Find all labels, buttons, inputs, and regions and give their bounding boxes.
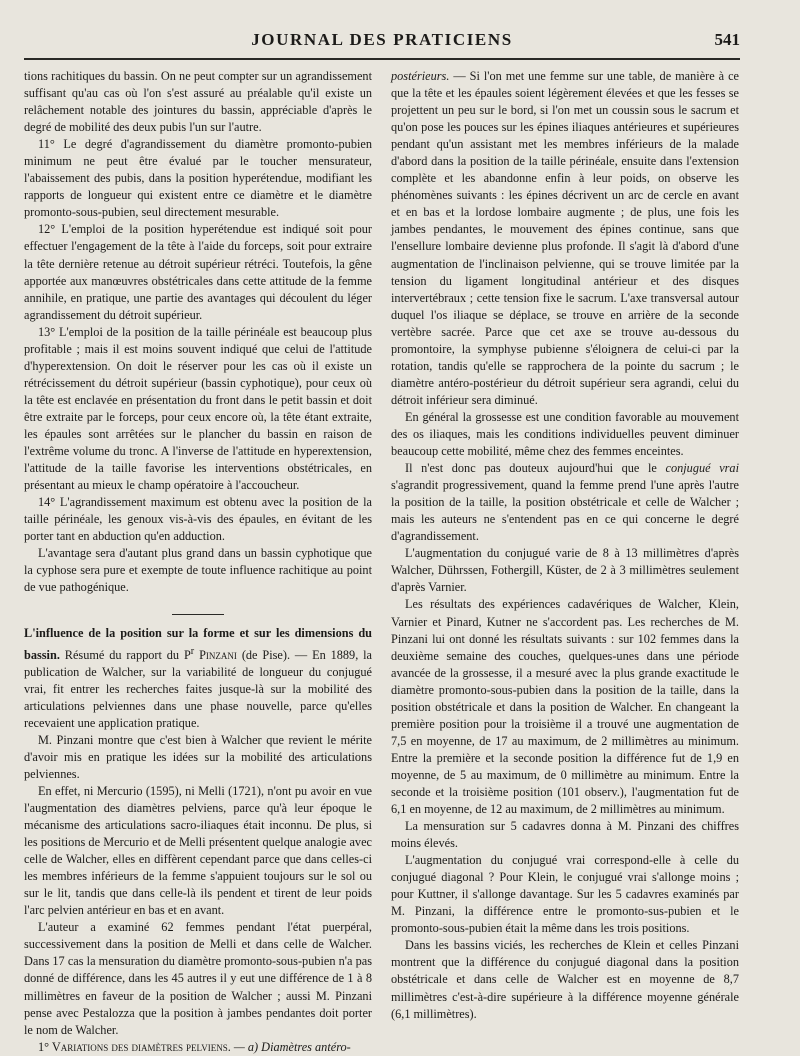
article-title: L'influence de la position sur la forme et sur les dimensions du bassin. — [24, 626, 372, 662]
italic-lead: postérieurs. — [391, 69, 450, 83]
page-number: 541 — [714, 30, 740, 49]
paragraph: L'avantage sera d'autant plus grand dans un bassin cyphotique que la cyphose sera pure et exempte de toute influence rachitique au point de vue pathogénique. — [24, 546, 372, 595]
paragraph: Les résultats des expériences cadavériques de Walcher, Klein, Varnier et Pinard, Kutner ne s'accordent pas. Les recherches de M. Pinzani lui ont donné les résultats suivants : sur 102 femmes dans la deuxième semaine des couches, quelques-unes dans une période avancée de la grossesse, il a mesuré avec la plus grande exactitude le diamètre promonto-sous-pubien dans la position de la taille, dans la position obstétricale et dans la position de Walcher. En changeant la première position pour la troisième il a trouvé une augmentation de 7,5 en moyenne, de 17 au maximum, de 2 millimètres au minimum. Entre la première et la seconde position la différence fut de 1,9 en moyenne, de 5 au maximum, de 0 millimètre au minimum. Entre la seconde et la troisième position (101 observ.), l'augmentation fut de 6,1 en moyenne, de 12 au maximum, de 2 millimètres au minimum. — [391, 597, 739, 817]
article-author: Pinzani — [199, 647, 237, 662]
page-header — [24, 30, 740, 56]
paragraph: 13° L'emploi de la position de la taille périnéale est beaucoup plus profitable ; mais il est moins souvent indiqué que celui de l'attitude d'hyperextension. On doit le réserver pour les cas où il existe un rétrécissement du détroit supérieur (bassin cyphotique), pour ceux où la tête est enclavée en présentation du front dans le petit bassin et doit être extraite par le forceps, pour ceux encore où, la tête étant extraite, les épaules sont arrêtées sur le plancher du bassin en raison de l'extrême volume du tronc. A l'inverse de l'attitude en hyperextension, l'attitude de la taille favorise les interventions obstétricales, en présentant au mieux le champ opératoire à l'accoucheur. — [24, 324, 372, 493]
paragraph: M. Pinzani montre que c'est bien à Walcher que revient le mérite d'avoir mis en pratique les idées sur la mobilité des articulations pelviennes. — [24, 732, 372, 781]
right-column — [391, 68, 739, 1023]
italic-term: conjugué vrai — [665, 461, 739, 476]
article-intro: (de Pise). — En 1889, la publication de Walcher, sur la variabilité de longueur du conjugué vrai, fit entrer les recherches faites jusque-là sur la mobilité des articulations pelviennes dans une phase nouvelle, parce qu'elles recevaient une application pratique. — [24, 647, 373, 730]
header-rule — [24, 58, 740, 60]
paragraph: En général la grossesse est une condition favorable au mouvement des os iliaques, mais les conditions individuelles peuvent diminuer beaucoup cette mobilité, même chez des femmes enceintes. — [391, 409, 739, 459]
paragraph: 12° L'emploi de la position hyperétendue est indiqué soit pour effectuer l'engagement de la tête à l'aide du forceps, soit pour extraire la tête dernière retenue au détroit supérieur rétréci. Toutefois, la gêne apportée aux manœuvres obstétricales dans cette attitude de la femme annihile, en pratique, une partie des avantages qui découlent du léger agrandissement du détroit supérieur. — [24, 222, 372, 322]
article-heading-paragraph — [24, 625, 372, 731]
article-source-sup: r — [190, 645, 195, 657]
running-title: JOURNAL DES PRATICIENS — [251, 30, 513, 49]
paragraph — [24, 1039, 372, 1056]
left-column — [24, 68, 372, 1056]
subsection-tail: — a) Diamètres antéro- — [233, 1039, 351, 1054]
section-separator — [172, 614, 224, 615]
paragraph: L'augmentation du conjugué varie de 8 à 13 millimètres d'après Walcher, Dührssen, Fothergill, Küster, de 2 à 3 millimètres seulement d'après Varnier. — [391, 546, 739, 595]
paragraph-text: — Si l'on met une femme sur une table, de manière à ce que la tête et les épaules soient légèrement élevées et que les fesses se projettent un peu sur le bord, si l'on met un coussin sous le sacrum et qu'on pose les pouces sur les épines iliaques antérieures et supérieures pendant qu'un assistant met les membres inférieurs de la malade d'abord dans la position de la taille périnéale, ensuite dans l'extension complète et les abandonne enfin à leur poids, on observe les phénomènes suivants : les épines décrivent un arc de cercle en avant et en bas et la lordose lombaire augmente ; de plus, une fois les jambes pendantes, le mouvement des épines continue, sans que l'ensellure lombaire devienne plus profonde. Il s'agit là d'abord d'une augmentation de l'inclinaison pelvienne, qui se trouve limitée par la tension du ligament longitudinal antérieur et des disques intervertébraux ; cette tension fixe le sacrum. L'axe transversal autour duquel l'os iliaque se déplace, se trouve en arrière de la seconde vertèbre sacrée. Parce que cet axe se trouve au-dessous du promontoire, la symphyse pubienne s'éloignera de celui-ci par la rotation, tandis qu'elle se rapprochera de la pointe du sacrum ; le diamètre antéro-postérieur du détroit supérieur sera agrandi, celui du détroit inférieur sera diminué. — [391, 69, 740, 407]
paragraph: 11° Le degré d'agrandissement du diamètre promonto-pubien minimum ne peut être évalué par le toucher mensurateur, l'abaissement des pubis, dans la position hyperétendue, modifiant les rapports de longueur qui existent entre ce diamètre et le diamètre promonto-sous-pubien, seul directement mesurable. — [24, 137, 372, 220]
paragraph-text: Il n'est donc pas douteux aujourd'hui que le — [405, 461, 657, 476]
paragraph: 14° L'agrandissement maximum est obtenu avec la position de la taille périnéale, les genoux vis-à-vis des épaules, en évitant de les porter tant en abduction qu'en adduction. — [24, 495, 372, 544]
paragraph — [391, 68, 739, 409]
paragraph: En effet, ni Mercurio (1595), ni Melli (1721), n'ont pu avoir en vue l'augmentation des diamètres pelviens, parce qu'à leur époque le mécanisme des articulations sacro-iliaques était inconnu. De plus, si les positions de Mercurio et de Melli présentent quelque analogie avec celle de Walcher, elles en diffèrent cependant parce que dans celles-ci les membres inférieurs de la femme s'appuient toujours sur le sol ou sur le lit, tandis que dans celle-là ils pendent et tirent de leur poids l'arc pelvien antérieur en bas et en avant. — [24, 783, 372, 918]
paragraph-text: s'agrandit progressivement, quand la femme prend l'une après l'autre la position de la taille, la position obstétricale et celle de Walcher ; mais les auteurs ne s'entendent pas en ce qui concerne le degré d'agrandissement. — [391, 478, 739, 544]
article-source: Résumé du rapport du P — [64, 647, 191, 662]
subsection-heading: 1° Variations des diamètres pelviens. — [38, 1039, 231, 1054]
paragraph: tions rachitiques du bassin. On ne peut compter sur un agrandissement suffisant qu'au cas où l'on s'est assuré au préalable qu'il existe un relâchement notable des jointures du bassin, appréciable d'après le degré de mobilité des deux pubis l'un sur l'autre. — [24, 69, 372, 135]
paragraph: L'auteur a examiné 62 femmes pendant l'état puerpéral, successivement dans la position de Melli et dans celle de Walcher. Dans 17 cas la mensuration du diamètre promonto-sous-pubien n'a pas donné de différence, dans les 45 autres il y eut une différence de 1 à 8 millimètres en faveur de la position de Walcher ; aussi M. Pinzani pense avec Pestalozza que la position à jambes pendantes doit porter le nom de Walcher. — [24, 920, 372, 1037]
paragraph — [391, 460, 739, 545]
paragraph: La mensuration sur 5 cadavres donna à M. Pinzani des chiffres moins élevés. — [391, 819, 739, 851]
paragraph: Dans les bassins viciés, les recherches de Klein et celles Pinzani montrent que la différence du conjugué diagonal dans la position obstétricale et dans celle de Walcher est en moyenne de 8,7 millimètres c'est-à-dire supérieure à la différence moyenne générale (6,1 millimètres). — [391, 938, 739, 1021]
paragraph: L'augmentation du conjugué vrai correspond-elle à celle du conjugué diagonal ? Pour Klein, le conjugué vrai s'allonge moins ; pour Kuttner, il s'allonge davantage. Sur les 5 cadavres examinés par M. Pinzani, la différence entre le promonto-sus-pubien et le promonto-sous-pubien était la même dans les trois positions. — [391, 853, 739, 936]
